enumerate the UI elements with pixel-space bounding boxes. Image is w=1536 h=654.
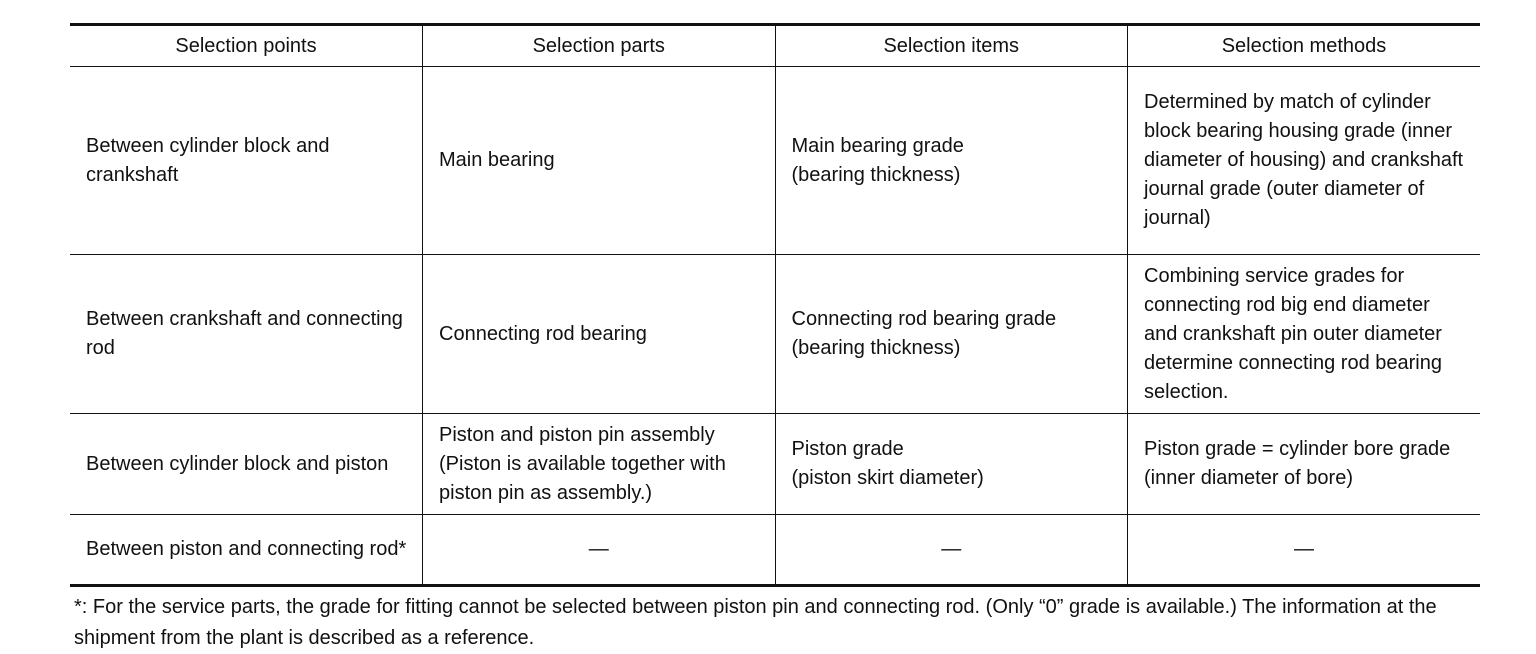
item-line-1: Connecting rod bearing grade (791, 308, 1057, 330)
header-selection-methods: Selection methods (1128, 25, 1481, 67)
header-selection-items: Selection items (775, 25, 1128, 67)
item-line-2: (piston skirt diameter) (791, 467, 984, 489)
item-line-1: Piston grade (791, 438, 904, 460)
table-header-row (70, 25, 1480, 67)
cell-selection-method: Combining service grades for connecting rod big end diameter and crankshaft pin outer diameter determine connecting rod bearing selection. (1128, 255, 1481, 414)
cell-selection-item (775, 255, 1128, 414)
cell-selection-method: — (1128, 515, 1481, 586)
cell-selection-part: Piston and piston pin assembly (Piston is available together with piston pin as assembly.) (423, 414, 776, 515)
footnote: *: For the service parts, the grade for fitting cannot be selected between piston pin and connecting rod. (Only “0” grade is available.) The information at the shipment from the plant is described as a reference. (74, 596, 1437, 649)
table-row (70, 255, 1480, 414)
cell-selection-point: Between piston and connecting rod* (70, 515, 423, 586)
cell-selection-point: Between crankshaft and connecting rod (70, 255, 423, 414)
table-row (70, 67, 1480, 255)
cell-selection-item: — (775, 515, 1128, 586)
cell-selection-item (775, 414, 1128, 515)
header-selection-points: Selection points (70, 25, 423, 67)
cell-selection-point: Between cylinder block and crankshaft (70, 67, 423, 255)
cell-selection-part: Main bearing (423, 67, 776, 255)
header-selection-parts: Selection parts (423, 25, 776, 67)
selection-sheet (70, 23, 1480, 654)
item-line-1: Main bearing grade (791, 134, 964, 157)
table-row (70, 515, 1480, 586)
item-line-2: (bearing thickness) (791, 337, 961, 359)
item-line-2: (bearing thickness) (791, 163, 961, 186)
cell-selection-method: Piston grade = cylinder bore grade (inner diameter of bore) (1128, 414, 1481, 515)
table-row (70, 414, 1480, 515)
cell-selection-part: Connecting rod bearing (423, 255, 776, 414)
selection-table (70, 23, 1480, 587)
cell-selection-part: — (423, 515, 776, 586)
cell-selection-item (775, 67, 1128, 255)
cell-selection-method: Determined by match of cylinder block bearing housing grade (inner diameter of housing) and crankshaft journal grade (outer diameter of journal) (1128, 67, 1481, 255)
cell-selection-point: Between cylinder block and piston (70, 414, 423, 515)
